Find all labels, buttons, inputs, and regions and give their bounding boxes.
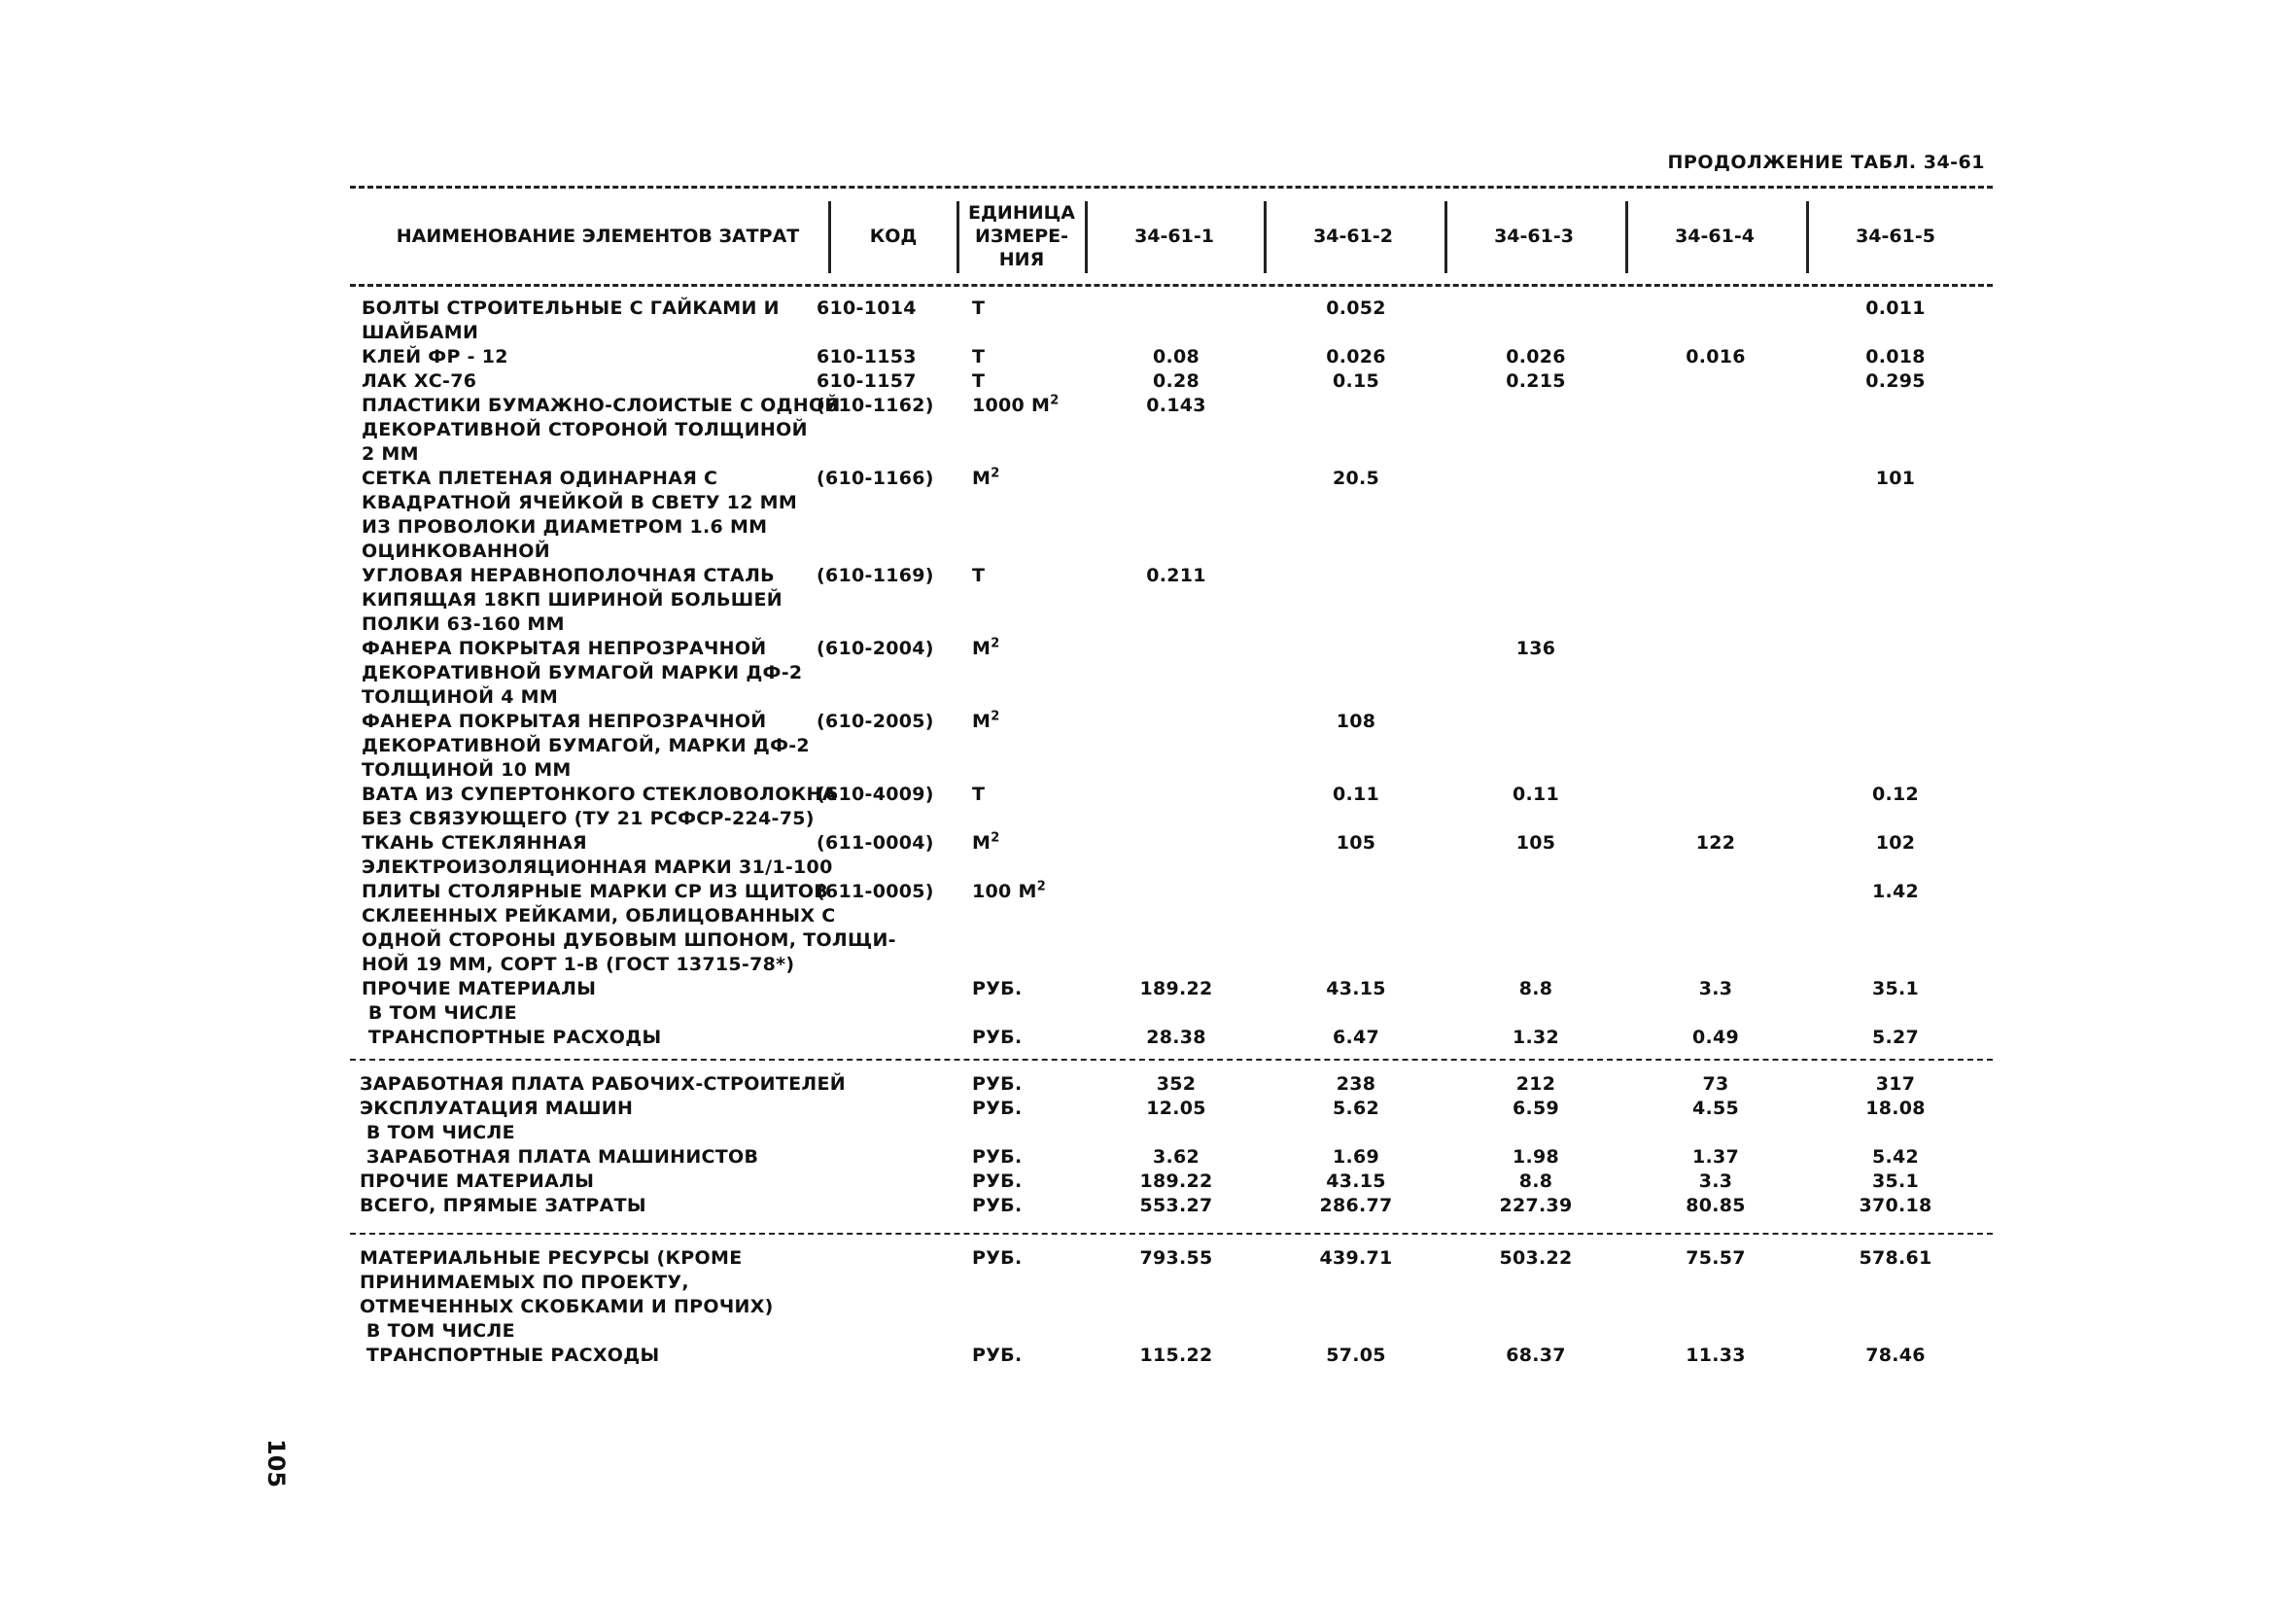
row-value: 0.11 (1512, 784, 1560, 805)
unit-text: М (972, 468, 991, 489)
row-value: 212 (1515, 1073, 1556, 1095)
unit-superscript: 2 (1036, 879, 1047, 894)
row-unit (972, 297, 985, 321)
row-value: 0.143 (1146, 395, 1206, 416)
row-value: 105 (1336, 832, 1376, 854)
unit-text: Т (972, 784, 986, 805)
header-col-2: 34-61-2 (1313, 226, 1393, 247)
row-value: 0.08 (1152, 346, 1200, 367)
row-value: 20.5 (1332, 468, 1380, 489)
unit-text: РУБ. (972, 1195, 1023, 1216)
unit-text: 1000 М (972, 395, 1051, 416)
row-value: 439.71 (1319, 1247, 1393, 1269)
header-divider (1625, 201, 1628, 273)
row-unit (972, 1097, 1022, 1121)
row-value: 6.59 (1512, 1098, 1560, 1119)
row-value: 6.47 (1332, 1027, 1380, 1048)
row-value: 0.28 (1152, 370, 1200, 392)
row-value: 43.15 (1326, 978, 1386, 999)
unit-superscript: 2 (991, 709, 1000, 724)
row-code: 610-1153 (817, 346, 917, 367)
header-divider (1085, 201, 1088, 273)
row-value: 352 (1156, 1073, 1197, 1095)
row-name: ВСЕГО, ПРЯМЫЕ ЗАТРАТЫ (360, 1195, 646, 1216)
row-name: ЛАК ХС-76 (362, 370, 477, 392)
row-code: (610-1169) (817, 565, 934, 586)
row-name: ЗАРАБОТНАЯ ПЛАТА МАШИНИСТОВ (360, 1146, 759, 1168)
header-col-5: 34-61-5 (1856, 226, 1935, 247)
row-unit (972, 1072, 1022, 1097)
row-name: ЭКСПЛУАТАЦИЯ МАШИН В ТОМ ЧИСЛЕ (360, 1098, 634, 1143)
section-rule (350, 1059, 1993, 1061)
row-value: 5.62 (1332, 1098, 1380, 1119)
row-value: 189.22 (1139, 1171, 1213, 1192)
row-value: 1.32 (1512, 1027, 1560, 1048)
row-unit (972, 831, 1000, 856)
row-unit (972, 1145, 1022, 1170)
row-unit (972, 1246, 1022, 1271)
row-unit (972, 637, 1000, 661)
row-unit (972, 345, 985, 369)
unit-text: Т (972, 370, 986, 392)
row-value: 28.38 (1146, 1027, 1206, 1048)
row-unit (972, 710, 1000, 734)
row-value: 101 (1875, 468, 1916, 489)
row-unit (972, 1170, 1022, 1194)
unit-superscript: 2 (991, 466, 1000, 481)
row-value: 0.49 (1691, 1027, 1740, 1048)
unit-text: РУБ. (972, 1073, 1023, 1095)
row-value: 57.05 (1326, 1345, 1386, 1366)
row-name: ПЛАСТИКИ БУМАЖНО-СЛОИСТЫЕ С ОДНОЙ ДЕКОРАТИВНОЙ СТОРОНОЙ ТОЛЩИНОЙ 2 ММ (362, 395, 841, 465)
row-name: ВАТА ИЗ СУПЕРТОНКОГО СТЕКЛОВОЛОКНА БЕЗ СВЯЗУЮЩЕГО (ТУ 21 РСФСР-224-75) (362, 784, 837, 829)
row-unit (972, 564, 985, 588)
row-value: 80.85 (1686, 1195, 1746, 1216)
row-value: 1.69 (1332, 1146, 1380, 1168)
row-value: 4.55 (1691, 1098, 1740, 1119)
unit-superscript: 2 (1050, 393, 1060, 408)
unit-text: Т (972, 346, 986, 367)
row-unit (972, 1344, 1022, 1368)
row-value: 503.22 (1499, 1247, 1573, 1269)
unit-text: Т (972, 565, 986, 586)
row-value: 0.11 (1332, 784, 1380, 805)
row-code: 610-1157 (817, 370, 917, 392)
row-value: 1.42 (1871, 881, 1920, 902)
row-unit (972, 783, 985, 807)
row-value: 0.026 (1506, 346, 1566, 367)
row-code: 610-1014 (817, 297, 917, 319)
row-unit (972, 1194, 1022, 1218)
row-value: 0.211 (1146, 565, 1206, 586)
row-unit (972, 369, 985, 394)
unit-text: М (972, 711, 991, 732)
row-value: 18.08 (1865, 1098, 1926, 1119)
row-value: 1.37 (1691, 1146, 1740, 1168)
unit-text: РУБ. (972, 1247, 1023, 1269)
row-value: 317 (1875, 1073, 1916, 1095)
row-name: ПРОЧИЕ МАТЕРИАЛЫ В ТОМ ЧИСЛЕ (362, 978, 597, 1024)
header-name: НАИМЕНОВАНИЕ ЭЛЕМЕНТОВ ЗАТРАТ (396, 226, 800, 247)
row-value: 35.1 (1871, 978, 1920, 999)
row-name: ФАНЕРА ПОКРЫТАЯ НЕПРОЗРАЧНОЙ ДЕКОРАТИВНОЙ БУМАГОЙ МАРКИ ДФ-2 ТОЛЩИНОЙ 4 ММ (362, 638, 803, 708)
row-name: УГЛОВАЯ НЕРАВНОПОЛОЧНАЯ СТАЛЬ КИПЯЩАЯ 18КП ШИРИНОЙ БОЛЬШЕЙ ПОЛКИ 63-160 ММ (362, 565, 783, 635)
row-value: 11.33 (1686, 1345, 1746, 1366)
unit-text: РУБ. (972, 1171, 1023, 1192)
header-col-3: 34-61-3 (1494, 226, 1574, 247)
row-value: 115.22 (1139, 1345, 1213, 1366)
row-value: 8.8 (1518, 978, 1553, 999)
row-unit (972, 1026, 1022, 1050)
row-value: 43.15 (1326, 1171, 1386, 1192)
row-name: ТРАНСПОРТНЫЕ РАСХОДЫ (360, 1345, 660, 1366)
row-unit (972, 977, 1022, 1001)
row-value: 0.052 (1326, 297, 1386, 319)
row-value: 3.3 (1698, 1171, 1733, 1192)
row-value: 0.016 (1686, 346, 1746, 367)
row-value: 0.295 (1865, 370, 1926, 392)
row-value: 0.215 (1506, 370, 1566, 392)
row-code: (611-0004) (817, 832, 934, 854)
header-bottom-rule (350, 284, 1993, 287)
row-value: 1.98 (1512, 1146, 1560, 1168)
unit-text: РУБ. (972, 1146, 1023, 1168)
unit-superscript: 2 (991, 830, 1000, 846)
row-name: ЗАРАБОТНАЯ ПЛАТА РАБОЧИХ-СТРОИТЕЛЕЙ (360, 1073, 846, 1095)
row-code: (610-4009) (817, 784, 934, 805)
row-value: 0.15 (1332, 370, 1380, 392)
row-value: 68.37 (1506, 1345, 1566, 1366)
row-value: 102 (1875, 832, 1916, 854)
row-value: 370.18 (1859, 1195, 1932, 1216)
unit-text: РУБ. (972, 1027, 1023, 1048)
row-unit (972, 467, 1000, 491)
row-code: (610-1166) (817, 468, 934, 489)
row-name: МАТЕРИАЛЬНЫЕ РЕСУРСЫ (КРОМЕ ПРИНИМАЕМЫХ ПО ПРОЕКТУ, ОТМЕЧЕННЫХ СКОБКАМИ И ПРОЧИХ) В ТОМ ЧИСЛЕ (360, 1247, 774, 1342)
row-value: 12.05 (1146, 1098, 1206, 1119)
row-value: 3.62 (1152, 1146, 1200, 1168)
header-divider (1806, 201, 1809, 273)
row-value: 0.12 (1871, 784, 1920, 805)
row-name: ФАНЕРА ПОКРЫТАЯ НЕПРОЗРАЧНОЙ ДЕКОРАТИВНОЙ БУМАГОЙ, МАРКИ ДФ-2 ТОЛЩИНОЙ 10 ММ (362, 711, 810, 781)
header-divider (828, 201, 831, 273)
continuation-label: ПРОДОЛЖЕНИЕ ТАБЛ. 34-61 (1667, 152, 1985, 173)
row-value: 238 (1336, 1073, 1376, 1095)
row-value: 108 (1336, 711, 1376, 732)
unit-text: М (972, 832, 991, 854)
row-name: ПРОЧИЕ МАТЕРИАЛЫ (360, 1171, 595, 1192)
header-col-4: 34-61-4 (1675, 226, 1755, 247)
unit-text: РУБ. (972, 1098, 1023, 1119)
row-value: 75.57 (1686, 1247, 1746, 1269)
row-name: ПЛИТЫ СТОЛЯРНЫЕ МАРКИ СР ИЗ ЩИТОВ СКЛЕЕННЫХ РЕЙКАМИ, ОБЛИЦОВАННЫХ С ОДНОЙ СТОРОНЫ ДУБОВЫМ ШПОНОМ, ТОЛЩИ- НОЙ 19 ММ, СОРТ 1-В (ГОСТ 13715-78*) (362, 881, 896, 975)
row-value: 5.42 (1871, 1146, 1920, 1168)
row-value: 189.22 (1139, 978, 1213, 999)
row-value: 578.61 (1859, 1247, 1932, 1269)
header-divider (1444, 201, 1447, 273)
row-value: 8.8 (1518, 1171, 1553, 1192)
row-code: (610-1162) (817, 395, 934, 416)
header-code: КОД (869, 226, 918, 247)
row-name: ТКАНЬ СТЕКЛЯННАЯ ЭЛЕКТРОИЗОЛЯЦИОННАЯ МАРКИ 31/1-100 (362, 832, 833, 878)
row-code: (610-2005) (817, 711, 934, 732)
row-value: 35.1 (1871, 1171, 1920, 1192)
row-name: СЕТКА ПЛЕТЕНАЯ ОДИНАРНАЯ С КВАДРАТНОЙ ЯЧЕЙКОЙ В СВЕТУ 12 ММ ИЗ ПРОВОЛОКИ ДИАМЕТРОМ 1.6 ММ ОЦИНКОВАННОЙ (362, 468, 798, 562)
row-unit (972, 880, 1046, 904)
header-divider (1264, 201, 1267, 273)
row-value: 0.018 (1865, 346, 1926, 367)
row-value: 105 (1515, 832, 1556, 854)
row-value: 73 (1702, 1073, 1729, 1095)
header-unit: ЕДИНИЦА ИЗМЕРЕ- НИЯ (968, 202, 1075, 270)
unit-superscript: 2 (991, 636, 1000, 651)
row-value: 3.3 (1698, 978, 1733, 999)
row-value: 136 (1515, 638, 1556, 659)
row-code: (611-0005) (817, 881, 934, 902)
row-value: 78.46 (1865, 1345, 1926, 1366)
unit-text: 100 М (972, 881, 1037, 902)
row-name: ТРАНСПОРТНЫЕ РАСХОДЫ (362, 1027, 662, 1048)
row-name: БОЛТЫ СТРОИТЕЛЬНЫЕ С ГАЙКАМИ И ШАЙБАМИ (362, 297, 780, 343)
row-unit (972, 394, 1060, 418)
unit-text: М (972, 638, 991, 659)
row-value: 553.27 (1139, 1195, 1213, 1216)
row-value: 0.011 (1865, 297, 1926, 319)
table-top-rule (350, 186, 1993, 189)
row-value: 793.55 (1139, 1247, 1213, 1269)
row-name: КЛЕЙ ФР - 12 (362, 346, 508, 367)
unit-text: РУБ. (972, 978, 1023, 999)
header-col-1: 34-61-1 (1134, 226, 1214, 247)
section-rule (350, 1233, 1993, 1235)
row-value: 5.27 (1871, 1027, 1920, 1048)
row-value: 227.39 (1499, 1195, 1573, 1216)
header-divider (957, 201, 959, 273)
row-value: 0.026 (1326, 346, 1386, 367)
row-code: (610-2004) (817, 638, 934, 659)
unit-text: Т (972, 297, 986, 319)
page-number: 105 (262, 1439, 290, 1488)
unit-text: РУБ. (972, 1345, 1023, 1366)
row-value: 286.77 (1319, 1195, 1393, 1216)
row-value: 122 (1695, 832, 1736, 854)
